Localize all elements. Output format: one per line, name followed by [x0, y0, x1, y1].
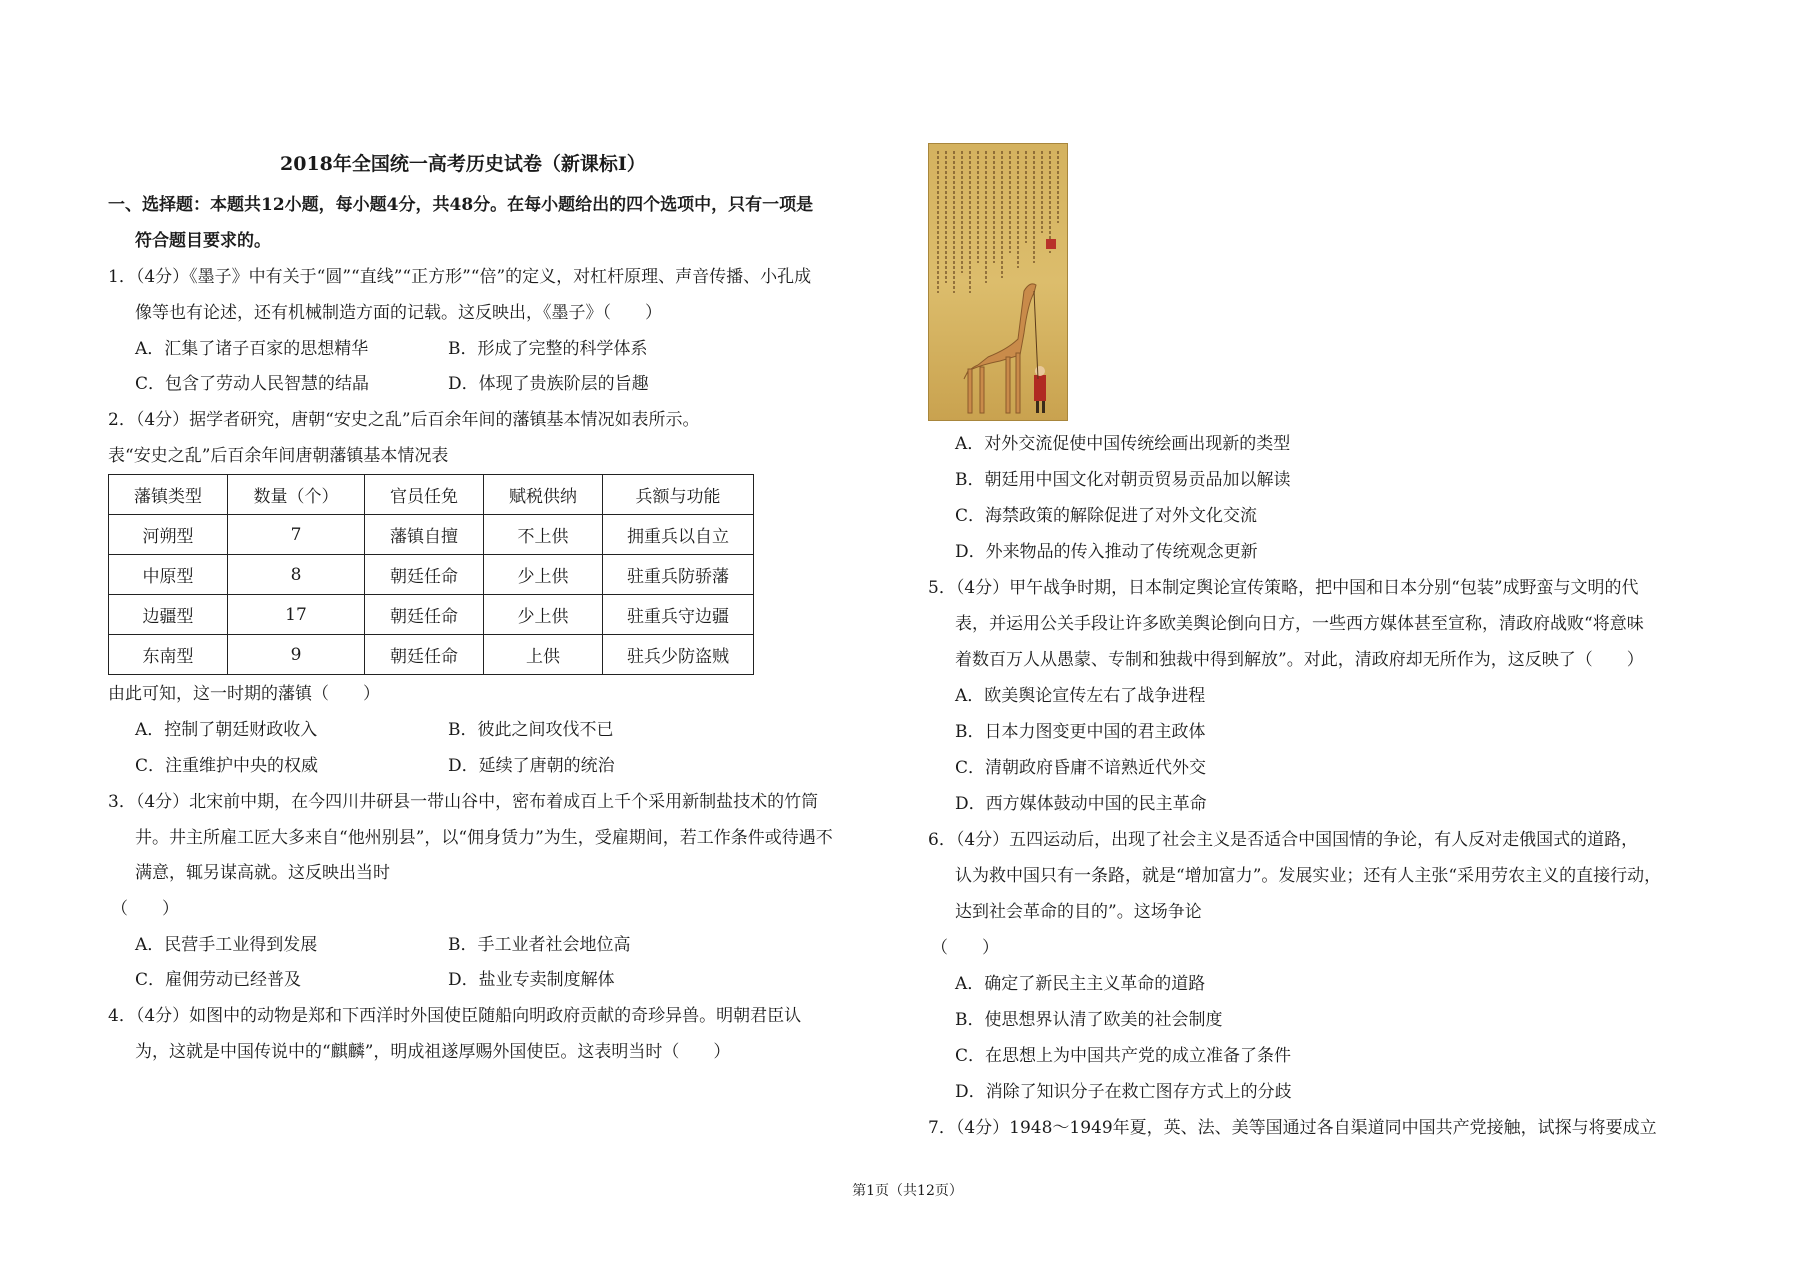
option-c: C．清朝政府昏庸不谙熟近代外交: [955, 758, 1207, 778]
table-cell: 17: [228, 595, 365, 635]
table-caption: 表“安史之乱”后百余年间唐朝藩镇基本情况表: [108, 446, 449, 466]
question-stem: 4．（4分）如图中的动物是郑和下西洋时外国使臣随船向明政府贡献的奇珍异兽。明朝君臣认: [108, 1006, 802, 1026]
option-c: C．雇佣劳动已经普及: [135, 970, 302, 990]
question-stem: 3．（4分）北宋前中期，在今四川井研县一带山谷中，密布着成百上千个采用新制盐技术的竹筒: [108, 792, 819, 812]
question-stem: 由此可知，这一时期的藩镇（ ）: [108, 684, 380, 704]
table-cell: 少上供: [484, 555, 603, 595]
question-stem: 表，并运用公关手段让许多欧美舆论倒向日方，一些西方媒体甚至宣称，清政府战败“将意味: [955, 614, 1644, 634]
table-cell: 朝廷任命: [365, 555, 484, 595]
question-blank: （ ）: [931, 938, 999, 958]
option-b: B．彼此之间攻伐不已: [448, 720, 614, 740]
table-row: [109, 595, 754, 635]
table-cell: 边疆型: [109, 595, 228, 635]
question-stem: 1．（4分）《墨子》中有关于“圆”“直线”“正方形”“倍”的定义，对杠杆原理、声音传播、小孔成: [108, 267, 812, 287]
table-cell: 河朔型: [109, 515, 228, 555]
table-cell: 藩镇自擅: [365, 515, 484, 555]
question-stem: 7．（4分）1948～1949年夏，英、法、美等国通过各自渠道同中国共产党接触，试探与将要成立: [928, 1118, 1657, 1138]
table-header: 官员任免: [365, 475, 484, 515]
table-row: [109, 635, 754, 675]
page-footer: 第1页（共12页）: [852, 1183, 963, 1199]
table-cell: 8: [228, 555, 365, 595]
option-d: D．盐业专卖制度解体: [448, 970, 615, 990]
table-cell: 不上供: [484, 515, 603, 555]
table-cell: 7: [228, 515, 365, 555]
question-stem: 着数百万人从愚蒙、专制和独裁中得到解放”。对此，清政府却无所作为，这反映了（ ）: [955, 650, 1644, 670]
table-cell: 上供: [484, 635, 603, 675]
question-blank: （ ）: [111, 899, 179, 919]
table-cell: 驻兵少防盗贼: [603, 635, 754, 675]
table-cell: 中原型: [109, 555, 228, 595]
question-stem: 为，这就是中国传说中的“麒麟”，明成祖遂厚赐外国使臣。这表明当时（ ）: [135, 1042, 731, 1062]
table-cell: 驻重兵守边疆: [603, 595, 754, 635]
option-b: B．手工业者社会地位高: [448, 935, 631, 955]
table-cell: 9: [228, 635, 365, 675]
question-stem: 2．（4分）据学者研究，唐朝“安史之乱”后百余年间的藩镇基本情况如表所示。: [108, 410, 700, 430]
option-a: A．汇集了诸子百家的思想精华: [135, 339, 369, 359]
data-table: [108, 474, 754, 675]
option-d: D．体现了贵族阶层的旨趣: [448, 374, 649, 394]
table-row: [109, 555, 754, 595]
option-b: B．形成了完整的科学体系: [448, 339, 648, 359]
table-cell: 朝廷任命: [365, 635, 484, 675]
option-a: A．确定了新民主主义革命的道路: [955, 974, 1206, 994]
question-stem: 6．（4分）五四运动后，出现了社会主义是否适合中国国情的争论，有人反对走俄国式的道路，: [928, 830, 1639, 850]
table-cell: 东南型: [109, 635, 228, 675]
option-b: B．朝廷用中国文化对朝贡贸易贡品加以解读: [955, 470, 1291, 490]
option-c: C．海禁政策的解除促进了对外文化交流: [955, 506, 1258, 526]
option-a: A．对外交流促使中国传统绘画出现新的类型: [955, 434, 1291, 454]
option-a: A．民营手工业得到发展: [135, 935, 318, 955]
option-d: D．延续了唐朝的统治: [448, 756, 615, 776]
section-heading: 一、选择题：本题共12小题，每小题4分，共48分。在每小题给出的四个选项中，只有一项是: [108, 195, 814, 215]
table-header: 藩镇类型: [109, 475, 228, 515]
table-header: 数量（个）: [228, 475, 365, 515]
giraffe-painting: [928, 143, 1068, 421]
table-header: 兵额与功能: [603, 475, 754, 515]
option-d: D．外来物品的传入推动了传统观念更新: [955, 542, 1258, 562]
table-cell: 拥重兵以自立: [603, 515, 754, 555]
question-stem: 满意，辄另谋高就。这反映出当时: [135, 863, 390, 883]
page-title: 2018年全国统一高考历史试卷（新课标Ⅰ）: [280, 153, 646, 175]
table-cell: 驻重兵防骄藩: [603, 555, 754, 595]
table-header-row: [109, 475, 754, 515]
question-stem: 井。井主所雇工匠大多来自“他州别县”，以“佣身赁力”为生，受雇期间，若工作条件或待遇不: [135, 828, 833, 848]
table-row: [109, 515, 754, 555]
option-d: D．西方媒体鼓动中国的民主革命: [955, 794, 1207, 814]
table-cell: 少上供: [484, 595, 603, 635]
option-a: A．欧美舆论宣传左右了战争进程: [955, 686, 1206, 706]
question-stem: 达到社会革命的目的”。这场争论: [955, 902, 1202, 922]
question-stem: 认为救中国只有一条路，就是“增加富力”。发展实业；还有人主张“采用劳农主义的直接行动，: [955, 866, 1662, 886]
option-d: D．消除了知识分子在救亡图存方式上的分歧: [955, 1082, 1292, 1102]
question-stem: 5．（4分）甲午战争时期，日本制定舆论宣传策略，把中国和日本分别“包装”成野蛮与文明的代: [928, 578, 1639, 598]
option-c: C．注重维护中央的权威: [135, 756, 319, 776]
question-stem: 像等也有论述，还有机械制造方面的记载。这反映出，《墨子》（ ）: [135, 303, 662, 323]
table-header: 赋税供纳: [484, 475, 603, 515]
section-heading-cont: 符合题目要求的。: [135, 231, 271, 251]
option-b: B．日本力图变更中国的君主政体: [955, 722, 1206, 742]
option-c: C．包含了劳动人民智慧的结晶: [135, 374, 370, 394]
option-a: A．控制了朝廷财政收入: [135, 720, 318, 740]
giraffe-painting-image: [928, 143, 1068, 421]
table-cell: 朝廷任命: [365, 595, 484, 635]
option-b: B．使思想界认清了欧美的社会制度: [955, 1010, 1223, 1030]
option-c: C．在思想上为中国共产党的成立准备了条件: [955, 1046, 1292, 1066]
